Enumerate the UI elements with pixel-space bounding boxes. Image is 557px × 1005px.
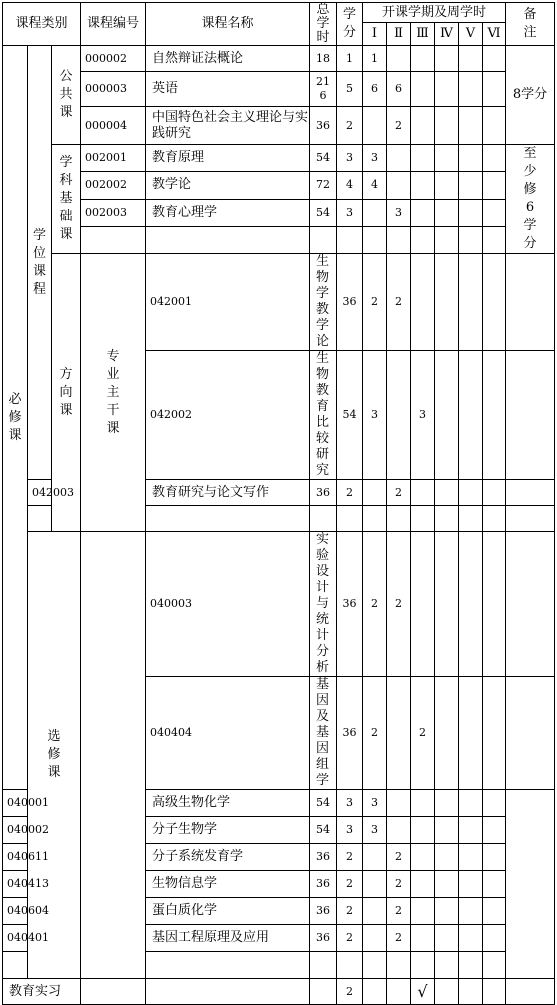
course-name: 分子系统发育学 xyxy=(146,844,310,871)
header-credits: 学分 xyxy=(337,3,363,46)
course-name: 教育心理学 xyxy=(146,199,310,226)
semester-2-hours xyxy=(387,145,411,172)
semester-1-hours: 3 xyxy=(363,817,387,844)
course-credits: 2 xyxy=(337,844,363,871)
course-credits: 2 xyxy=(337,871,363,898)
table-row xyxy=(3,199,555,226)
course-credits: 2 xyxy=(337,480,363,506)
course-hours: 36 xyxy=(337,254,363,351)
header-semester-group: 开课学期及周学时 xyxy=(363,3,506,23)
course-code: 002002 xyxy=(81,172,146,199)
course-code: 040001 xyxy=(3,790,28,817)
course-code: 000003 xyxy=(81,72,146,107)
table-row xyxy=(3,532,555,677)
group-major-core: 专业主干课 xyxy=(81,254,146,532)
header-code: 课程编号 xyxy=(81,3,146,46)
group-elective: 选修课 xyxy=(28,532,81,979)
semester-3-hours xyxy=(411,46,435,72)
course-code: 002003 xyxy=(81,199,146,226)
table-row-practice xyxy=(3,979,555,1005)
course-name: 高级生物化学 xyxy=(146,790,310,817)
course-credits: 5 xyxy=(337,72,363,107)
table-row xyxy=(3,254,555,351)
course-credits: 2 xyxy=(337,107,363,145)
course-code: 042002 xyxy=(146,351,310,480)
header-semester-3: Ⅲ xyxy=(411,23,435,46)
course-name: 实验设计与统计分析 xyxy=(310,532,337,677)
curriculum-sheet xyxy=(2,2,555,1005)
header-semester-5: Ⅴ xyxy=(459,23,483,46)
header-semester-2: Ⅱ xyxy=(387,23,411,46)
course-hours: 54 xyxy=(310,145,337,172)
course-code: 040404 xyxy=(146,677,310,790)
semester-2-hours: 2 xyxy=(387,898,411,925)
semester-2-hours xyxy=(411,254,435,351)
semester-1-hours: 6 xyxy=(363,72,387,107)
header-total-hours: 总学时 xyxy=(310,3,337,46)
course-credits: 2 xyxy=(337,898,363,925)
semester-1-hours xyxy=(363,199,387,226)
semester-1-hours xyxy=(363,871,387,898)
group-direction: 方向课 xyxy=(52,254,81,532)
course-credits: 2 xyxy=(363,532,387,677)
course-hours: 36 xyxy=(310,898,337,925)
table-row xyxy=(3,145,555,172)
course-hours: 36 xyxy=(337,677,363,790)
table-row-empty xyxy=(3,226,555,253)
course-hours: 54 xyxy=(337,351,363,480)
semester-2-hours xyxy=(387,817,411,844)
course-hours: 36 xyxy=(310,480,337,506)
semester-1-hours xyxy=(387,677,411,790)
course-hours: 72 xyxy=(310,172,337,199)
course-name: 基因及基因组学 xyxy=(310,677,337,790)
course-code: 002001 xyxy=(81,145,146,172)
semester-2-hours: 2 xyxy=(387,480,411,506)
course-name: 基因工程原理及应用 xyxy=(146,925,310,952)
semester-1-hours xyxy=(387,351,411,480)
semester-3-hours xyxy=(411,871,435,898)
course-credits: 1 xyxy=(337,46,363,72)
course-credits: 3 xyxy=(337,145,363,172)
semester-1-hours xyxy=(363,844,387,871)
semester-2-hours: 6 xyxy=(387,72,411,107)
course-hours: 54 xyxy=(310,790,337,817)
course-code: 042003 xyxy=(28,480,52,506)
note-public: 8学分 xyxy=(506,46,555,145)
semester-3-hours xyxy=(411,172,435,199)
group-degree: 学位课程 xyxy=(28,46,52,480)
group-public: 公共课 xyxy=(52,46,81,145)
course-code: 040611 xyxy=(3,844,28,871)
course-hours: 36 xyxy=(337,532,363,677)
course-code: 040002 xyxy=(3,817,28,844)
semester-2-hours: 3 xyxy=(387,199,411,226)
semester-2-hours xyxy=(387,790,411,817)
semester-2-hours: 2 xyxy=(387,107,411,145)
semester-2-hours xyxy=(411,532,435,677)
semester-3-hours xyxy=(411,844,435,871)
course-name: 教育研究与论文写作 xyxy=(146,480,310,506)
semester-1-hours: 1 xyxy=(363,46,387,72)
course-credits: 4 xyxy=(337,172,363,199)
course-credits: 3 xyxy=(337,817,363,844)
table-row xyxy=(3,172,555,199)
group-subject-basic: 学科基础课 xyxy=(52,145,81,254)
course-code: 040401 xyxy=(3,925,28,952)
course-name: 教育原理 xyxy=(146,145,310,172)
semester-3-hours xyxy=(411,145,435,172)
group-practice: 教育实习 xyxy=(3,979,81,1005)
semester-2-hours: 2 xyxy=(387,871,411,898)
semester-1-hours: 3 xyxy=(363,790,387,817)
course-name: 教学论 xyxy=(146,172,310,199)
course-credits: 3 xyxy=(337,199,363,226)
curriculum-table xyxy=(2,2,555,1005)
practice-credits: 2 xyxy=(337,979,363,1005)
course-hours: 36 xyxy=(310,925,337,952)
semester-2-hours xyxy=(387,46,411,72)
practice-semester-3-check: √ xyxy=(411,979,435,1005)
semester-3-hours xyxy=(411,480,435,506)
course-code: 040003 xyxy=(146,532,310,677)
course-hours: 36 xyxy=(310,844,337,871)
header-category: 课程类别 xyxy=(3,3,81,46)
course-name: 英语 xyxy=(146,72,310,107)
course-name: 中国特色社会主义理论与实践研究 xyxy=(146,107,310,145)
semester-3-hours xyxy=(435,254,459,351)
course-hours: 216 xyxy=(310,72,337,107)
course-code: 040413 xyxy=(3,871,28,898)
course-name: 蛋白质化学 xyxy=(146,898,310,925)
semester-3-hours xyxy=(411,107,435,145)
course-name: 生物学教学论 xyxy=(310,254,337,351)
table-row xyxy=(3,46,555,72)
semester-2-hours: 3 xyxy=(411,351,435,480)
semester-1-hours xyxy=(363,480,387,506)
course-code: 000002 xyxy=(81,46,146,72)
course-name: 生物信息学 xyxy=(146,871,310,898)
table-row xyxy=(3,72,555,107)
course-hours: 54 xyxy=(310,817,337,844)
course-hours: 18 xyxy=(310,46,337,72)
semester-2-hours: 2 xyxy=(411,677,435,790)
semester-3-hours xyxy=(411,790,435,817)
header-semester-1: Ⅰ xyxy=(363,23,387,46)
semester-3-hours xyxy=(435,351,459,480)
course-code: 040604 xyxy=(3,898,28,925)
semester-1-hours: 2 xyxy=(387,532,411,677)
semester-3-hours xyxy=(411,898,435,925)
semester-2-hours: 2 xyxy=(387,925,411,952)
course-credits: 2 xyxy=(337,925,363,952)
semester-3-hours xyxy=(411,199,435,226)
semester-1-hours: 4 xyxy=(363,172,387,199)
course-credits: 3 xyxy=(337,790,363,817)
course-credits: 2 xyxy=(363,254,387,351)
semester-3-hours xyxy=(435,532,459,677)
header-name: 课程名称 xyxy=(146,3,310,46)
header-semester-6: Ⅵ xyxy=(483,23,506,46)
course-name: 生物教育比较研究 xyxy=(310,351,337,480)
semester-3-hours xyxy=(411,72,435,107)
semester-1-hours xyxy=(363,107,387,145)
note-subject-basic: 至少修6学分 xyxy=(506,145,555,254)
group-required: 必修课 xyxy=(3,46,28,790)
semester-1-hours: 2 xyxy=(387,254,411,351)
course-code: 000004 xyxy=(81,107,146,145)
course-hours: 36 xyxy=(310,107,337,145)
semester-3-hours xyxy=(411,925,435,952)
semester-2-hours: 2 xyxy=(387,844,411,871)
course-hours: 54 xyxy=(310,199,337,226)
semester-1-hours: 3 xyxy=(363,145,387,172)
semester-2-hours xyxy=(387,172,411,199)
course-credits: 3 xyxy=(363,351,387,480)
semester-3-hours xyxy=(435,677,459,790)
course-name: 分子生物学 xyxy=(146,817,310,844)
header-remarks: 备注 xyxy=(506,3,555,46)
semester-3-hours xyxy=(411,817,435,844)
course-code: 042001 xyxy=(146,254,310,351)
header-semester-4: Ⅳ xyxy=(435,23,459,46)
course-name: 自然辩证法概论 xyxy=(146,46,310,72)
table-row xyxy=(3,107,555,145)
semester-1-hours xyxy=(363,925,387,952)
course-hours: 36 xyxy=(310,871,337,898)
course-credits: 2 xyxy=(363,677,387,790)
semester-1-hours xyxy=(363,898,387,925)
